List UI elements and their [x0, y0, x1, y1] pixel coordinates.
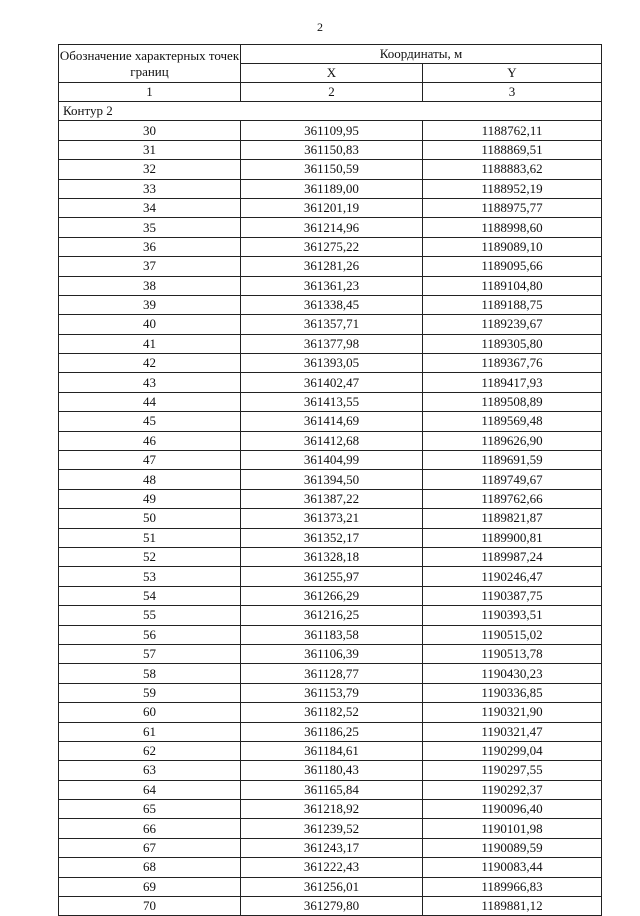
table-row — [59, 625, 602, 644]
cell-point: 31 — [59, 140, 241, 159]
header-col-number-1: 1 — [59, 83, 241, 102]
table-body — [59, 102, 602, 916]
table-row — [59, 722, 602, 741]
cell-y: 1189987,24 — [423, 547, 602, 566]
cell-x: 361373,21 — [241, 509, 423, 528]
table-row — [59, 354, 602, 373]
cell-x: 361201,19 — [241, 198, 423, 217]
cell-x: 361239,52 — [241, 819, 423, 838]
header-x: X — [241, 64, 423, 83]
cell-y: 1190393,51 — [423, 606, 602, 625]
cell-y: 1189749,67 — [423, 470, 602, 489]
table-row — [59, 295, 602, 314]
cell-point: 59 — [59, 683, 241, 702]
table-row — [59, 800, 602, 819]
cell-point: 57 — [59, 644, 241, 663]
cell-y: 1190292,37 — [423, 780, 602, 799]
cell-x: 361328,18 — [241, 547, 423, 566]
cell-x: 361357,71 — [241, 315, 423, 334]
cell-point: 34 — [59, 198, 241, 217]
cell-point: 30 — [59, 121, 241, 140]
cell-point: 64 — [59, 780, 241, 799]
cell-point: 41 — [59, 334, 241, 353]
cell-point: 52 — [59, 547, 241, 566]
cell-x: 361279,80 — [241, 897, 423, 916]
cell-x: 361150,83 — [241, 140, 423, 159]
cell-x: 361184,61 — [241, 741, 423, 760]
cell-y: 1190297,55 — [423, 761, 602, 780]
cell-point: 69 — [59, 877, 241, 896]
cell-point: 51 — [59, 528, 241, 547]
cell-point: 38 — [59, 276, 241, 295]
header-coordinates: Координаты, м — [241, 45, 602, 64]
header-y: Y — [423, 64, 602, 83]
cell-point: 42 — [59, 354, 241, 373]
cell-point: 43 — [59, 373, 241, 392]
cell-y: 1190101,98 — [423, 819, 602, 838]
cell-x: 361377,98 — [241, 334, 423, 353]
table-row — [59, 451, 602, 470]
cell-point: 61 — [59, 722, 241, 741]
cell-point: 56 — [59, 625, 241, 644]
table-row — [59, 315, 602, 334]
cell-x: 361128,77 — [241, 664, 423, 683]
cell-x: 361338,45 — [241, 295, 423, 314]
cell-y: 1188762,11 — [423, 121, 602, 140]
table-row — [59, 819, 602, 838]
section-row — [59, 102, 602, 121]
header-col-number-2: 2 — [241, 83, 423, 102]
cell-x: 361394,50 — [241, 470, 423, 489]
cell-y: 1190089,59 — [423, 838, 602, 857]
table-row — [59, 547, 602, 566]
table-row — [59, 140, 602, 159]
cell-y: 1189417,93 — [423, 373, 602, 392]
cell-x: 361402,47 — [241, 373, 423, 392]
cell-point: 33 — [59, 179, 241, 198]
table-row — [59, 664, 602, 683]
cell-x: 361361,23 — [241, 276, 423, 295]
cell-y: 1190321,90 — [423, 703, 602, 722]
table-row — [59, 703, 602, 722]
page-number: 2 — [317, 20, 323, 34]
table-row — [59, 509, 602, 528]
table-row — [59, 897, 602, 916]
table-row — [59, 198, 602, 217]
cell-y: 1188998,60 — [423, 218, 602, 237]
table-row — [59, 683, 602, 702]
cell-y: 1189821,87 — [423, 509, 602, 528]
table-row — [59, 858, 602, 877]
cell-y: 1190515,02 — [423, 625, 602, 644]
cell-y: 1190387,75 — [423, 586, 602, 605]
cell-point: 58 — [59, 664, 241, 683]
table-header — [59, 45, 602, 102]
cell-x: 361243,17 — [241, 838, 423, 857]
cell-point: 47 — [59, 451, 241, 470]
cell-point: 62 — [59, 741, 241, 760]
cell-y: 1189089,10 — [423, 237, 602, 256]
cell-x: 361255,97 — [241, 567, 423, 586]
cell-x: 361387,22 — [241, 489, 423, 508]
cell-y: 1188869,51 — [423, 140, 602, 159]
cell-point: 40 — [59, 315, 241, 334]
cell-point: 66 — [59, 819, 241, 838]
cell-y: 1188883,62 — [423, 160, 602, 179]
table-row — [59, 877, 602, 896]
cell-point: 44 — [59, 392, 241, 411]
cell-y: 1190336,85 — [423, 683, 602, 702]
table-row — [59, 606, 602, 625]
cell-x: 361413,55 — [241, 392, 423, 411]
cell-x: 361150,59 — [241, 160, 423, 179]
cell-point: 49 — [59, 489, 241, 508]
table-row — [59, 470, 602, 489]
cell-y: 1190321,47 — [423, 722, 602, 741]
cell-point: 36 — [59, 237, 241, 256]
cell-x: 361218,92 — [241, 800, 423, 819]
cell-x: 361266,29 — [241, 586, 423, 605]
table-row — [59, 412, 602, 431]
cell-point: 50 — [59, 509, 241, 528]
table-row — [59, 741, 602, 760]
table-row — [59, 489, 602, 508]
cell-y: 1189691,59 — [423, 451, 602, 470]
table-row — [59, 567, 602, 586]
cell-y: 1189626,90 — [423, 431, 602, 450]
cell-x: 361106,39 — [241, 644, 423, 663]
table-row — [59, 780, 602, 799]
cell-x: 361109,95 — [241, 121, 423, 140]
cell-x: 361189,00 — [241, 179, 423, 198]
cell-point: 55 — [59, 606, 241, 625]
cell-point: 37 — [59, 257, 241, 276]
cell-point: 60 — [59, 703, 241, 722]
cell-point: 65 — [59, 800, 241, 819]
table-row — [59, 218, 602, 237]
table-row — [59, 431, 602, 450]
cell-point: 32 — [59, 160, 241, 179]
cell-y: 1189104,80 — [423, 276, 602, 295]
header-point-designation: Обозначение характерных точек границ — [59, 45, 241, 83]
cell-x: 361186,25 — [241, 722, 423, 741]
cell-x: 361352,17 — [241, 528, 423, 547]
cell-x: 361222,43 — [241, 858, 423, 877]
table-row — [59, 121, 602, 140]
cell-point: 54 — [59, 586, 241, 605]
cell-y: 1190299,04 — [423, 741, 602, 760]
cell-point: 67 — [59, 838, 241, 857]
table-row — [59, 276, 602, 295]
cell-point: 48 — [59, 470, 241, 489]
table-row — [59, 392, 602, 411]
cell-x: 361153,79 — [241, 683, 423, 702]
cell-point: 53 — [59, 567, 241, 586]
table-row — [59, 334, 602, 353]
header-col-number-3: 3 — [423, 83, 602, 102]
cell-x: 361275,22 — [241, 237, 423, 256]
cell-y: 1190083,44 — [423, 858, 602, 877]
cell-y: 1189966,83 — [423, 877, 602, 896]
table-row — [59, 179, 602, 198]
cell-y: 1189569,48 — [423, 412, 602, 431]
cell-x: 361393,05 — [241, 354, 423, 373]
cell-point: 35 — [59, 218, 241, 237]
cell-x: 361256,01 — [241, 877, 423, 896]
cell-y: 1189239,67 — [423, 315, 602, 334]
cell-x: 361183,58 — [241, 625, 423, 644]
section-label: Контур 2 — [59, 102, 602, 121]
cell-x: 361404,99 — [241, 451, 423, 470]
table-row — [59, 160, 602, 179]
cell-y: 1189881,12 — [423, 897, 602, 916]
cell-y: 1189762,66 — [423, 489, 602, 508]
cell-x: 361180,43 — [241, 761, 423, 780]
cell-point: 70 — [59, 897, 241, 916]
cell-y: 1190430,23 — [423, 664, 602, 683]
cell-y: 1189305,80 — [423, 334, 602, 353]
cell-x: 361182,52 — [241, 703, 423, 722]
cell-point: 46 — [59, 431, 241, 450]
table-row — [59, 257, 602, 276]
table-row — [59, 761, 602, 780]
cell-y: 1189508,89 — [423, 392, 602, 411]
table-row — [59, 237, 602, 256]
cell-y: 1189900,81 — [423, 528, 602, 547]
table-row — [59, 644, 602, 663]
cell-point: 63 — [59, 761, 241, 780]
cell-x: 361414,69 — [241, 412, 423, 431]
table-row — [59, 373, 602, 392]
cell-x: 361281,26 — [241, 257, 423, 276]
coordinates-table — [58, 44, 602, 916]
cell-point: 45 — [59, 412, 241, 431]
cell-y: 1190246,47 — [423, 567, 602, 586]
table-row — [59, 528, 602, 547]
cell-y: 1189095,66 — [423, 257, 602, 276]
cell-point: 39 — [59, 295, 241, 314]
cell-x: 361216,25 — [241, 606, 423, 625]
cell-y: 1190513,78 — [423, 644, 602, 663]
table-row — [59, 586, 602, 605]
cell-x: 361214,96 — [241, 218, 423, 237]
cell-y: 1188975,77 — [423, 198, 602, 217]
cell-point: 68 — [59, 858, 241, 877]
cell-y: 1190096,40 — [423, 800, 602, 819]
cell-y: 1189367,76 — [423, 354, 602, 373]
table-row — [59, 838, 602, 857]
cell-x: 361165,84 — [241, 780, 423, 799]
cell-y: 1189188,75 — [423, 295, 602, 314]
cell-x: 361412,68 — [241, 431, 423, 450]
cell-y: 1188952,19 — [423, 179, 602, 198]
